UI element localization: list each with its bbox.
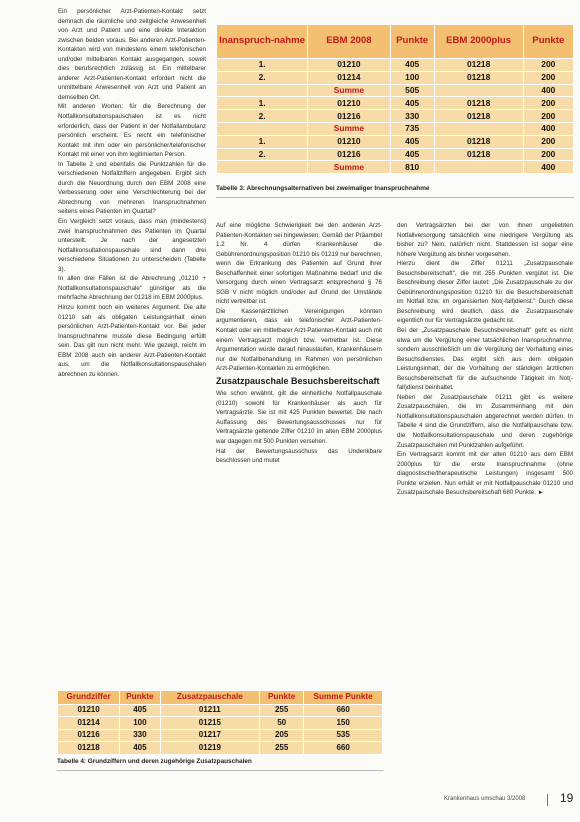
table-row [217,148,574,161]
paragraph: Ein Vergleich setzt voraus, dass man (mindestens) zwei Inanspruchnahmen des Patienten im Quartal unterstellt. Je nach der angesetzten Notfallkonsultationspauschale sind dann drei verschiedene Situationen zu unterscheiden (Tabelle 3). [58,218,206,273]
caption-divider [216,197,574,198]
table-cell: 01214 [308,71,391,84]
table-cell: 255 [260,742,304,755]
table-header-row [217,25,574,59]
header-punkte: Punkte [390,25,434,59]
table-cell: 200 [523,148,573,161]
table-row [58,717,383,730]
table-row [217,71,574,84]
table-cell: 01216 [58,729,120,742]
table-header-row [58,691,383,705]
sum-ebm-2008: 505 [390,84,434,97]
table-cell: 200 [523,71,573,84]
left-text-column [58,7,206,567]
table-cell: 01211 [160,704,259,717]
paragraph: Mit anderen Worten: für die Berechnung der Notfallkonsultationspauschalen ist es nicht erforderlich, dass der Patient in der Notfallambulanz persönlich erscheint. Es reicht ein telefonischer Kontakt mit ihm oder ein persönlicher/telefonischer Kontakt mit einer von ihm legitimierten Person. [58,103,206,159]
table-cell: 200 [523,135,573,148]
table-cell: 200 [523,59,573,72]
paragraph [397,450,573,499]
header-zusatzpauschale: Zusatzpauschale [160,691,259,705]
table-cell: 405 [120,742,160,755]
sum-ebm-2008: 810 [390,161,434,174]
table-row [58,742,383,755]
table-cell: 405 [390,148,434,161]
footer-divider [547,794,548,806]
paragraph: Wie schon erwähnt, gilt die einheitliche Notfallpauschale (01210) sowohl für Krankenhäuser als auch für Vertragsärzte. Sie ist mit 425 Punkten bewertet. Die nach Auffassung des Bewertungsausschusses nur für Vertragsärzte geltende Ziffer 01210 im alten EBM 2000plus war dagegen mit 500 Punkten versehen. [216,390,382,445]
table-cell: 535 [304,729,383,742]
table-cell: 255 [260,704,304,717]
header-summe-punkte: Summe Punkte [304,691,383,705]
table-cell: 01210 [58,704,120,717]
middle-text-column [216,221,382,666]
table-cell: 01218 [58,742,120,755]
table-cell [217,84,308,97]
table-cell: 01210 [308,59,391,72]
sum-ebm-2000plus: 400 [523,84,573,97]
header-punkte: Punkte [523,25,573,59]
table-cell: 330 [390,110,434,123]
table-row [217,97,574,110]
table-cell: 100 [120,717,160,730]
table-cell: 2. [217,71,308,84]
table-row [58,704,383,717]
table-cell: 1. [217,97,308,110]
header-punkte: Punkte [120,691,160,705]
table-cell [434,122,523,135]
header-inanspruchnahme: Inanspruch-nahme [217,25,308,59]
paragraph-text: Ein Vertragsarzt kommt mit der alten 01210 aus dem EBM 2000plus für die erste Inanspruchnahme (ohne diagnostische/therapeutische Leistungen) insgesamt 500 Punkte erzielen. Nun erhält er mit Notfallpauschale 01210 und Zusatzpauschale Besuchsbereitschaft 680 Punkte. [397,451,573,497]
paragraph: den Vertragsärzten bei der von ihnen ungeliebten Notfallversorgung tatsächlich eine niedrigere Vergütung als bisher zu? Nein, natürlich nicht. Stattdessen ist sogar eine höhere Vergütung als bisher vorgesehen. [397,222,573,258]
header-ebm-2000plus: EBM 2000plus [434,25,523,59]
paragraph: Ein persönlicher Arzt-Patienten-Kontakt setzt demnach die räumliche und zeitgleiche Anwesenheit von Arzt und Patient und eine direkte Interaktion zwischen beiden voraus. Bei anderen Arzt-Patienten-Kontakten wird von mindestens einem telefonischen und/oder mittelbaren Kontakt ausgegangen, soweit dies berufsrechtlich zulässig ist. Ein mittelbarer anderer Arzt-Patienten-Kontakt erfordert nicht die unmittelbare Anwesenheit von Arzt und Patient an demselben Ort. [58,8,206,101]
table-cell [217,122,308,135]
table-row [217,110,574,123]
table-sum-row [217,122,574,135]
section-heading: Zusatzpauschale Besuchsbereitschaft [216,375,380,386]
table-cell: 1. [217,59,308,72]
table-sum-row [217,161,574,174]
right-text-column [397,221,573,806]
table-cell: 50 [260,717,304,730]
table-row [217,135,574,148]
paragraph: Neben der Zusatzpauschale 01211 gibt es weitere Zusatzpauschalen, die im Zusammenhang mit den Notfallkonsultationspauschalen abgerechnet werden dürfen. In Tabelle 4 sind die Grundziffern, also die Notfallpauschale bzw. die Notfallkonsultationspauschale und deren zugehörige Zusatzpauschalen mit Punktzahlen aufgeführt. [397,393,573,449]
table-cell: 660 [304,704,383,717]
table-cell: 2. [217,148,308,161]
table-row [58,729,383,742]
paragraph: Bei der „Zusatzpauschale Besuchsbereitschaft" geht es nicht etwa um die Vergütung einer tatsächlichen Inanspruchnahme, sondern ausschließlich um die Vergütung der Vorhaltung eines Besuchsdienstes. Das ergibt sich aus dem obligaten Leistungsinhalt, der die Vorhaltung der ständigen ärztlichen Besuchsbereitschaft für die aufsuchende Tätigkeit im Not(-fall)dienst beinhaltet. [397,327,573,392]
sum-label: Summe [308,84,391,97]
end-of-article-mark: ► [537,490,544,497]
paragraph: In Tabelle 2 und ebenfalls die Punktzahlen für die verschiedenen Notfallziffern angegeben. Ergibt sich durch die Neuordnung durch den EBM 2008 eine Verbesserung oder eine Verschlechterung bei der Abrechnung von mehreren Inanspruchnahmen seitens eines Patienten im Quartal? [58,160,206,216]
table-cell: 01218 [434,59,523,72]
table-cell: 405 [390,97,434,110]
table-cell: 01218 [434,97,523,110]
table-cell: 01214 [58,717,120,730]
caption-divider [57,770,383,771]
paragraph: Hinzu kommt noch ein weiteres Argument. Die alte 01210 sah als obligaten Leistungsinhalt einen persönlichen Arzt-Patienten-Kontakt vor. Bei jeder Inanspruchnahme musste diese Bedingung erfüllt sein. Das gilt nun nicht mehr. Wie gezeigt, reicht im EBM 2008 auch ein anderer Arzt-Patienten-Kontakt aus, um die Notfallkonsultationspauschalen abrechnen zu können. [58,303,206,378]
table-cell: 01215 [160,717,259,730]
table-4-base-codes [57,690,383,755]
table-cell: 01218 [434,135,523,148]
table-row [217,59,574,72]
footer-journal [444,796,525,802]
paragraph: Hat der Bewertungsausschuss das Undenkbare beschlossen und mutet [216,447,382,465]
table-sum-row [217,84,574,97]
table-cell [217,161,308,174]
table-cell: 01217 [160,729,259,742]
table-cell: 660 [304,742,383,755]
table-cell: 01210 [308,97,391,110]
table-cell [434,84,523,97]
table-cell: 01219 [160,742,259,755]
table-cell: 330 [120,729,160,742]
journal-name: Krankenhaus umschau 3/2008 [444,796,526,802]
paragraph: In allen drei Fällen ist die Abrechnung „01210 + Notfallkonsultationspauschale" günstiger als die mehrfache Abrechnung der 01218 im EBM 2000plus. [58,275,206,302]
table-3-billing-alternatives [216,24,574,174]
table-4-caption: Tabelle 4: Grundziffern und deren zugehörige Zusatzpauschalen [57,758,252,765]
sum-label: Summe [308,161,391,174]
table-cell: 405 [390,135,434,148]
table-cell: 01210 [308,135,391,148]
table-cell: 150 [304,717,383,730]
paragraph: Die Kassenärztlichen Vereinigungen könnten argumentieren, dass ein telefonischer Arzt-Patienten-Kontakt oder ein mittelbarer Arzt-Patienten-Kontakt auch mit einem Vertragsarzt möglich bzw. vertretbar ist. Diese Argumentation würde darauf hinauslaufen, Krankenhäusern nur die Notfallbehandlung im Rahmen von persönlichen Arzt-Patienten-Kontakten zu ermöglichen. [216,307,382,373]
header-ebm-2008: EBM 2008 [308,25,391,59]
sum-label: Summe [308,122,391,135]
table-cell [434,161,523,174]
sum-ebm-2000plus: 400 [523,161,573,174]
header-punkte: Punkte [260,691,304,705]
sum-ebm-2008: 735 [390,122,434,135]
table-cell: 1. [217,135,308,148]
table-cell: 01218 [434,71,523,84]
table-cell: 200 [523,97,573,110]
table-cell: 100 [390,71,434,84]
table-cell: 01218 [434,148,523,161]
sum-ebm-2000plus: 400 [523,122,573,135]
table-cell: 205 [260,729,304,742]
table-cell: 2. [217,110,308,123]
table-cell: 200 [523,110,573,123]
table-cell: 01216 [308,148,391,161]
table-cell: 01216 [308,110,391,123]
page-number: 19 [560,791,574,805]
paragraph: Hierzu dient die Ziffer 01211 „Zusatzpauschale Besuchsbereitschaft", die mit 255 Punkten vergütet ist. Die Beschreibung dieser Ziffer lautet: „Die Zusatzpauschale zu der Gebührenordnungsposition 01210 für die Besuchsbereitschaft im Notfall bzw. im organisierten Not(-fall)dienst." Durch diese Beschreibung wird deutlich, dass die Zusatzpauschale eigentlich nur für Vertragsärzte gedacht ist. [397,260,573,325]
paragraph: Auf eine mögliche Schwierigkeit bei den anderen Arzt-Patienten-Kontakten sei hingewiesen. Gemäß der Präambel 1.2 Nr. 4 dürfen Krankenhäuser die Gebührenordnungsposition 01210 bis 01219 nur berechnen, wenn die Erkrankung des Patienten auf Grund ihrer Beschaffenheit einer sofortigen Maßnahme bedarf und die Versorgung durch einen Vertragsarzt entsprechend § 76 SGB V nicht möglich und/oder auf Grund der Umstände nicht vertretbar ist. [216,222,382,306]
header-grundziffer: Grundziffer [58,691,120,705]
table-cell: 405 [390,59,434,72]
table-3-caption: Tabelle 3: Abrechnungsalternativen bei zweimaliger Inanspruchnahme [216,185,430,192]
table-cell: 405 [120,704,160,717]
table-cell: 01218 [434,110,523,123]
